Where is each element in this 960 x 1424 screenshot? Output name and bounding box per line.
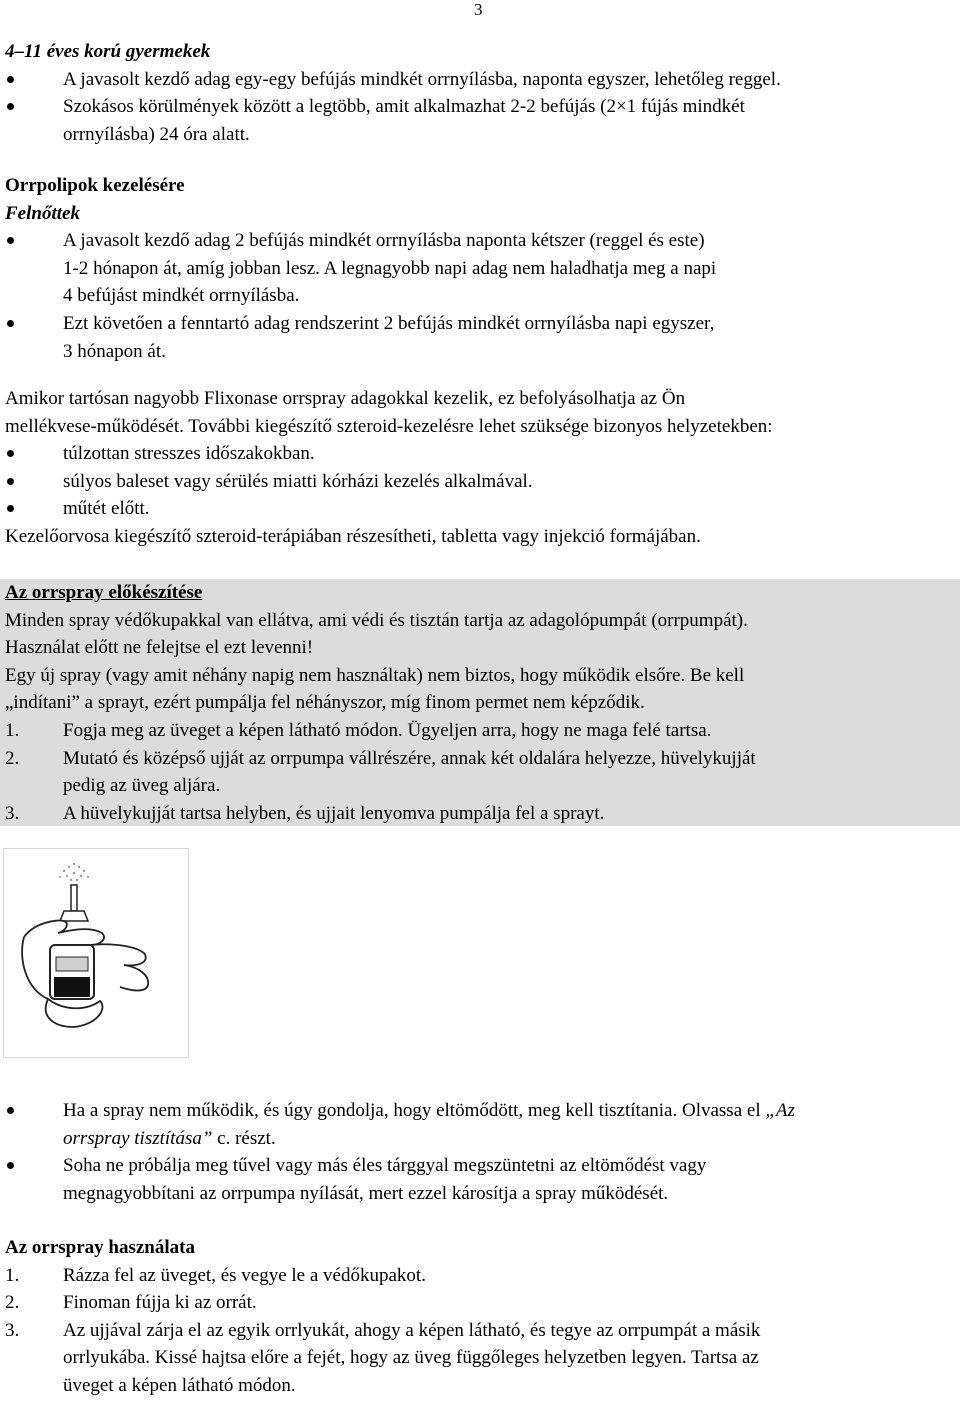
- list-item: [5, 468, 950, 496]
- page-number: 3: [474, 0, 483, 19]
- bullet-icon: [7, 1162, 14, 1169]
- children-heading: 4–11 éves korú gyermekek: [5, 41, 211, 62]
- hand-spray-icon: [4, 849, 188, 1057]
- bullet-icon: [7, 76, 14, 83]
- polyps-heading: Orrpolipok kezelésére: [5, 175, 185, 196]
- usage-heading: Az orrspray használata: [5, 1237, 195, 1258]
- cross-reference-text: orrspray tisztítása”: [63, 1127, 213, 1149]
- list-item: [5, 745, 960, 800]
- bullet-icon: [7, 478, 14, 485]
- step-text: Rázza fel az üveget, és vegye le a védőkupakot.: [63, 1264, 426, 1286]
- bullet-text: súlyos baleset vagy sérülés miatti kórházi kezelés alkalmával.: [63, 470, 533, 492]
- cross-reference-text: „Az: [765, 1100, 795, 1121]
- paragraph-line: Kezelőorvosa kiegészítő szteroid-terápiában részesítheti, tabletta vagy injekció formájában.: [5, 525, 701, 547]
- spray-priming-figure: [3, 848, 189, 1058]
- list-item: [5, 1289, 950, 1317]
- step-text: Fogja meg az üveget a képen látható módon. Ügyeljen arra, hogy ne maga felé tartsa.: [63, 719, 712, 741]
- paragraph-line: mellékvese-működését. További kiegészítő szteroid-kezelésre lehet szüksége bizonyos helyzetekben:: [5, 415, 773, 437]
- step-number: 1.: [5, 1264, 20, 1286]
- polyps-section: [5, 172, 950, 365]
- bullet-text: orrnyílásba) 24 óra alatt.: [63, 123, 250, 145]
- list-item: [5, 800, 960, 828]
- step-number: 3.: [5, 802, 20, 824]
- list-item: [5, 1262, 950, 1290]
- step-number: 1.: [5, 719, 20, 741]
- bullet-text: 1-2 hónapon át, amíg jobban lesz. A legnagyobb napi adag nem haladhatja meg a napi: [63, 257, 717, 279]
- bullet-text: c. részt.: [212, 1127, 276, 1149]
- children-section: [5, 38, 950, 148]
- bullet-text: műtét előtt.: [63, 498, 150, 520]
- list-item: [5, 227, 950, 310]
- steroid-paragraph: [5, 385, 950, 551]
- bullet-text: túlzottan stresszes időszakokban.: [63, 443, 315, 465]
- step-number: 2.: [5, 747, 20, 769]
- list-item: [5, 1152, 950, 1207]
- list-item: [5, 717, 960, 745]
- step-text: Az ujjával zárja el az egyik orrlyukát, ahogy a képen látható, és tegye az orrpumpát a másik: [63, 1319, 761, 1341]
- bullet-text: A javasolt kezdő adag 2 befújás mindkét orrnyílásba naponta kétszer (reggel és este): [63, 230, 705, 252]
- bullet-icon: [7, 103, 14, 110]
- usage-section: [5, 1234, 950, 1400]
- paragraph-line: Használat előtt ne felejtse el ezt levenni!: [5, 637, 314, 659]
- bullet-text: megnagyobbítani az orrpumpa nyílását, mert ezzel károsítja a spray működését.: [63, 1182, 669, 1204]
- warnings-section: [5, 1097, 950, 1207]
- bullet-icon: [7, 320, 14, 327]
- step-text: üveget a képen látható módon.: [63, 1374, 296, 1396]
- adults-subheading: Felnőttek: [5, 202, 80, 224]
- paragraph-line: Minden spray védőkupakkal van ellátva, ami védi és tisztán tartja az adagolópumpát (orrpumpát).: [5, 609, 748, 631]
- list-item: [5, 310, 950, 365]
- paragraph-line: Egy új spray (vagy amit néhány napig nem használtak) nem biztos, hogy működik elsőre. Be kell: [5, 664, 745, 686]
- step-number: 3.: [5, 1319, 20, 1341]
- bullet-text: 4 befújást mindkét orrnyílásba.: [63, 285, 300, 307]
- step-text: Finoman fújja ki az orrát.: [63, 1292, 257, 1314]
- step-text: A hüvelykujját tartsa helyben, és ujjait lenyomva pumpálja fel a sprayt.: [63, 802, 605, 824]
- bullet-text: Soha ne próbálja meg tűvel vagy más éles tárggyal megszüntetni az eltömődést vagy: [63, 1155, 707, 1177]
- list-item: [5, 495, 950, 523]
- bullet-text: Ha a spray nem működik, és úgy gondolja, hogy eltömődött, meg kell tisztítania. Olvassa el: [63, 1100, 766, 1121]
- bullet-text: A javasolt kezdő adag egy-egy befújás mindkét orrnyílásba, naponta egyszer, lehetőleg reggel.: [63, 68, 781, 90]
- bullet-text: 3 hónapon át.: [63, 340, 166, 362]
- preparation-heading: Az orrspray előkészítése: [5, 582, 203, 603]
- step-number: 2.: [5, 1292, 20, 1314]
- bullet-icon: [7, 1107, 14, 1114]
- bullet-icon: [7, 505, 14, 512]
- preparation-section: [0, 579, 960, 826]
- step-text: Mutató és középső ujját az orrpumpa vállrészére, annak két oldalára helyezze, hüvelykujját: [63, 747, 756, 769]
- list-item: [5, 1097, 950, 1152]
- step-text: pedig az üveg aljára.: [63, 775, 221, 797]
- bullet-text: Szokásos körülmények között a legtöbb, amit alkalmazhat 2-2 befújás (2×1 fújás mindkét: [63, 96, 745, 118]
- paragraph-line: Amikor tartósan nagyobb Flixonase orrspray adagokkal kezelik, ez befolyásolhatja az Ön: [5, 388, 686, 409]
- bullet-icon: [7, 237, 14, 244]
- step-text: orrlyukába. Kissé hajtsa előre a fejét, hogy az üveg függőleges helyzetben legyen. Tartsa az: [63, 1347, 759, 1369]
- list-item: [5, 66, 950, 94]
- bullet-icon: [7, 450, 14, 457]
- paragraph-line: „indítani” a sprayt, ezért pumpálja fel néhányszor, míg finom permet nem képződik.: [5, 692, 645, 714]
- bullet-text: Ezt követően a fenntartó adag rendszerint 2 befújás mindkét orrnyílásba napi egyszer,: [63, 312, 715, 334]
- list-item: [5, 440, 950, 468]
- list-item: [5, 1317, 950, 1400]
- list-item: [5, 93, 950, 148]
